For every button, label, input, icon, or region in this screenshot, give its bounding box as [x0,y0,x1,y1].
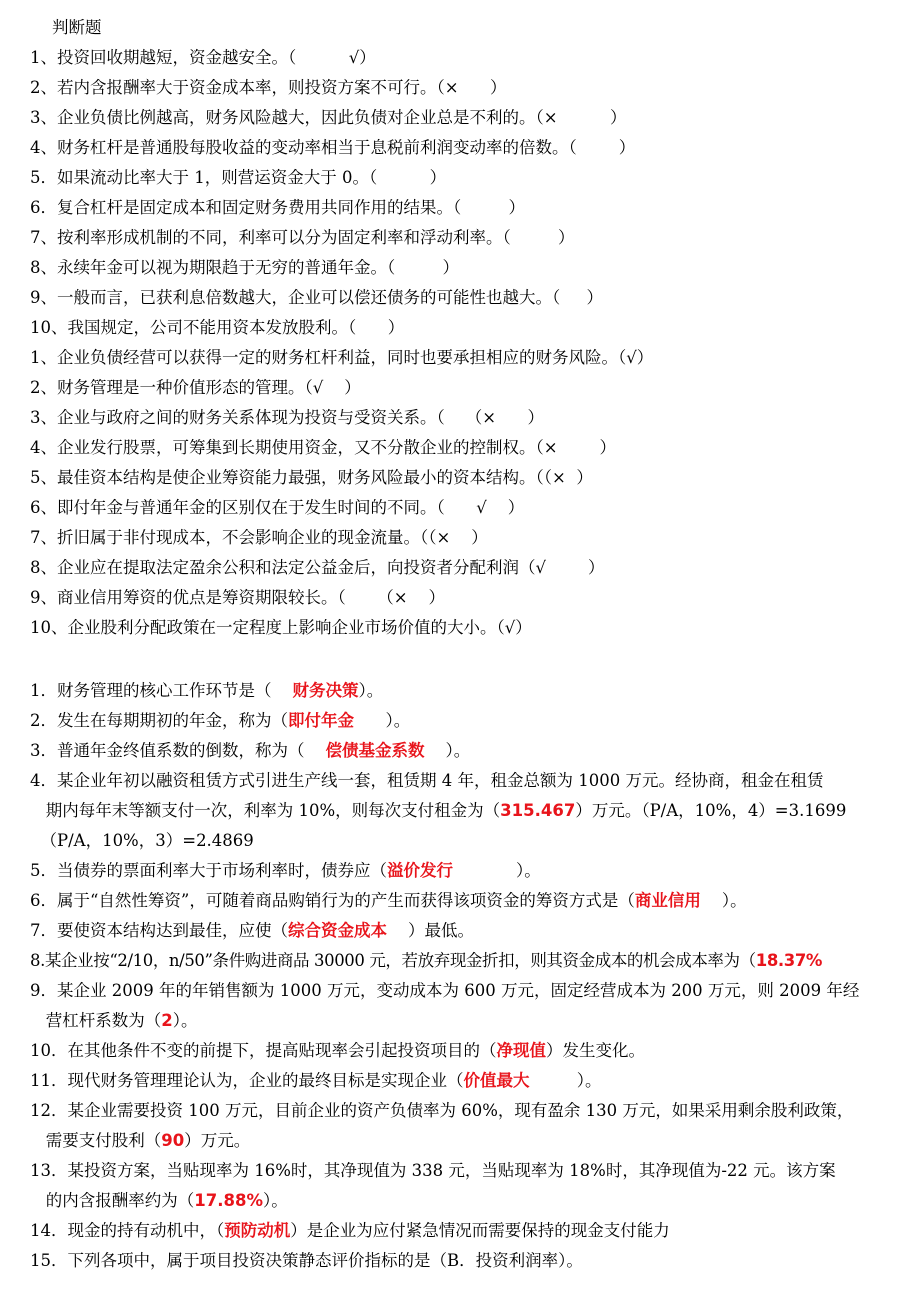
fill-item-13-line-2: 的内含报酬率约为（17.88%）。 [30,1191,288,1210]
answer: 净现值 [496,1041,546,1060]
fill-item-7: 7．要使资本结构达到最佳，应使（综合资金成本 ）最低。 [30,921,474,940]
tf2-item-3: 3、企业与政府之间的财务关系体现为投资与受资关系。（ （× ） [30,408,545,427]
tf1-item-2: 2、若内含报酬率大于资金成本率，则投资方案不可行。（× ） [30,78,507,97]
tf1-item-8: 8、永续年金可以视为期限趋于无穷的普通年金。（ ） [30,258,459,277]
tf1-item-7: 7、按利率形成机制的不同，利率可以分为固定利率和浮动利率。（ ） [30,228,575,247]
fill-item-6: 6．属于“自然性筹资”，可随着商品购销行为的产生而获得该项资金的筹资方式是（商业信用 ）。 [30,891,747,910]
tf2-item-4: 4、企业发行股票，可筹集到长期使用资金，又不分散企业的控制权。（× ） [30,438,617,457]
fill-item-4-line-2: 期内每年末等额支付一次，利率为 10%，则每次支付租金为（315.467）万元。（P/A，10%，4）=3.1699 [30,801,847,820]
tf2-item-10: 10、企业股利分配政策在一定程度上影响企业市场价值的大小。（√） [30,618,532,637]
fill-item-4-line-3: （P/A，10%，3）=2.4869 [30,831,254,850]
answer: 商业信用 [634,891,701,910]
answer: 预防动机 [224,1221,291,1240]
answer: 偿债基金系数 [325,741,425,760]
answer: 2 [161,1011,173,1030]
tf2-item-7: 7、折旧属于非付现成本，不会影响企业的现金流量。（（× ） [30,528,488,547]
tf2-item-2: 2、财务管理是一种价值形态的管理。（√ ） [30,378,361,397]
fill-item-13-line-1: 13．某投资方案，当贴现率为 16%时，其净现值为 338 元，当贴现率为 18%时，其净现值为-22 元。该方案 [30,1161,836,1180]
tf1-item-10: 10、我国规定，公司不能用资本发放股利。（ ） [30,318,405,337]
answer: 17.88% [194,1191,263,1210]
fill-item-14: 14．现金的持有动机中，（预防动机）是企业为应付紧急情况而需要保持的现金支付能力 [30,1221,670,1240]
fill-item-9-line-1: 9．某企业 2009 年的年销售额为 1000 万元，变动成本为 600 万元，固定经营成本为 200 万元，则 2009 年经 [30,981,860,1000]
tf2-item-6: 6、即付年金与普通年金的区别仅在于发生时间的不同。（ √ ） [30,498,525,517]
fill-item-4-line-1: 4．某企业年初以融资租赁方式引进生产线一套，租赁期 4 年，租金总额为 1000 万元。经协商，租金在租赁 [30,771,824,790]
tf1-item-1: 1、投资回收期越短，资金越安全。（ √） [30,48,376,67]
tf1-item-3: 3、企业负债比例越高，财务风险越大，因此负债对企业总是不利的。（× ） [30,108,627,127]
fill-item-9-line-2: 营杠杆系数为（2）。 [30,1011,198,1030]
fill-item-11: 11．现代财务管理理论认为，企业的最终目标是实现企业（价值最大 ）。 [30,1071,602,1090]
fill-item-10: 10．在其他条件不变的前提下，提高贴现率会引起投资项目的（净现值）发生变化。 [30,1041,645,1060]
answer: 315.467 [500,801,576,820]
tf1-item-9: 9、一般而言，已获利息倍数越大，企业可以偿还债务的可能性也越大。（ ） [30,288,603,307]
tf1-item-5: 5．如果流动比率大于 1，则营运资金大于 0。（ ） [30,168,447,187]
answer: 即付年金 [288,711,354,730]
section-title: 判断题 [52,18,102,37]
tf1-item-4: 4、财务杠杆是普通股每股收益的变动率相当于息税前利润变动率的倍数。（ ） [30,138,636,157]
answer: 18.37% [755,951,823,970]
answer: 价值最大 [463,1071,530,1090]
answer: 溢价发行 [387,861,453,880]
answer: 综合资金成本 [288,921,387,940]
fill-item-3: 3．普通年金终值系数的倒数，称为（ 偿债基金系数 ）。 [30,741,471,760]
fill-item-8: 8.某企业按“2/10，n/50”条件购进商品 30000 元，若放弃现金折扣，则其资金成本的机会成本率为（18.37% [30,951,823,970]
tf2-item-9: 9、商业信用筹资的优点是筹资期限较长。（ （× ） [30,588,446,607]
answer: 90 [161,1131,185,1150]
tf2-item-1: 1、企业负债经营可以获得一定的财务杠杆利益，同时也要承担相应的财务风险。（√） [30,348,654,367]
tf2-item-5: 5、最佳资本结构是使企业筹资能力最强，财务风险最小的资本结构。（（× ） [30,468,593,487]
tf2-item-8: 8、企业应在提取法定盈余公积和法定公益金后，向投资者分配利润（√ ） [30,558,605,577]
fill-item-15: 15．下列各项中，属于项目投资决策静态评价指标的是（B．投资利润率）。 [30,1251,583,1270]
fill-item-2: 2．发生在每期期初的年金，称为（即付年金 ）。 [30,711,411,730]
answer: 财务决策 [292,681,359,700]
fill-item-12-line-2: 需要支付股利（90）万元。 [30,1131,251,1150]
fill-item-1: 1．财务管理的核心工作环节是（ 财务决策）。 [30,681,384,700]
fill-item-12-line-1: 12．某企业需要投资 100 万元，目前企业的资产负债率为 60%，现有盈余 130 万元，如果采用剩余股利政策， [30,1101,854,1120]
tf1-item-6: 6．复合杠杆是固定成本和固定财务费用共同作用的结果。（ ） [30,198,525,217]
fill-item-5: 5．当债券的票面利率大于市场利率时，债券应（溢价发行 ）。 [30,861,541,880]
